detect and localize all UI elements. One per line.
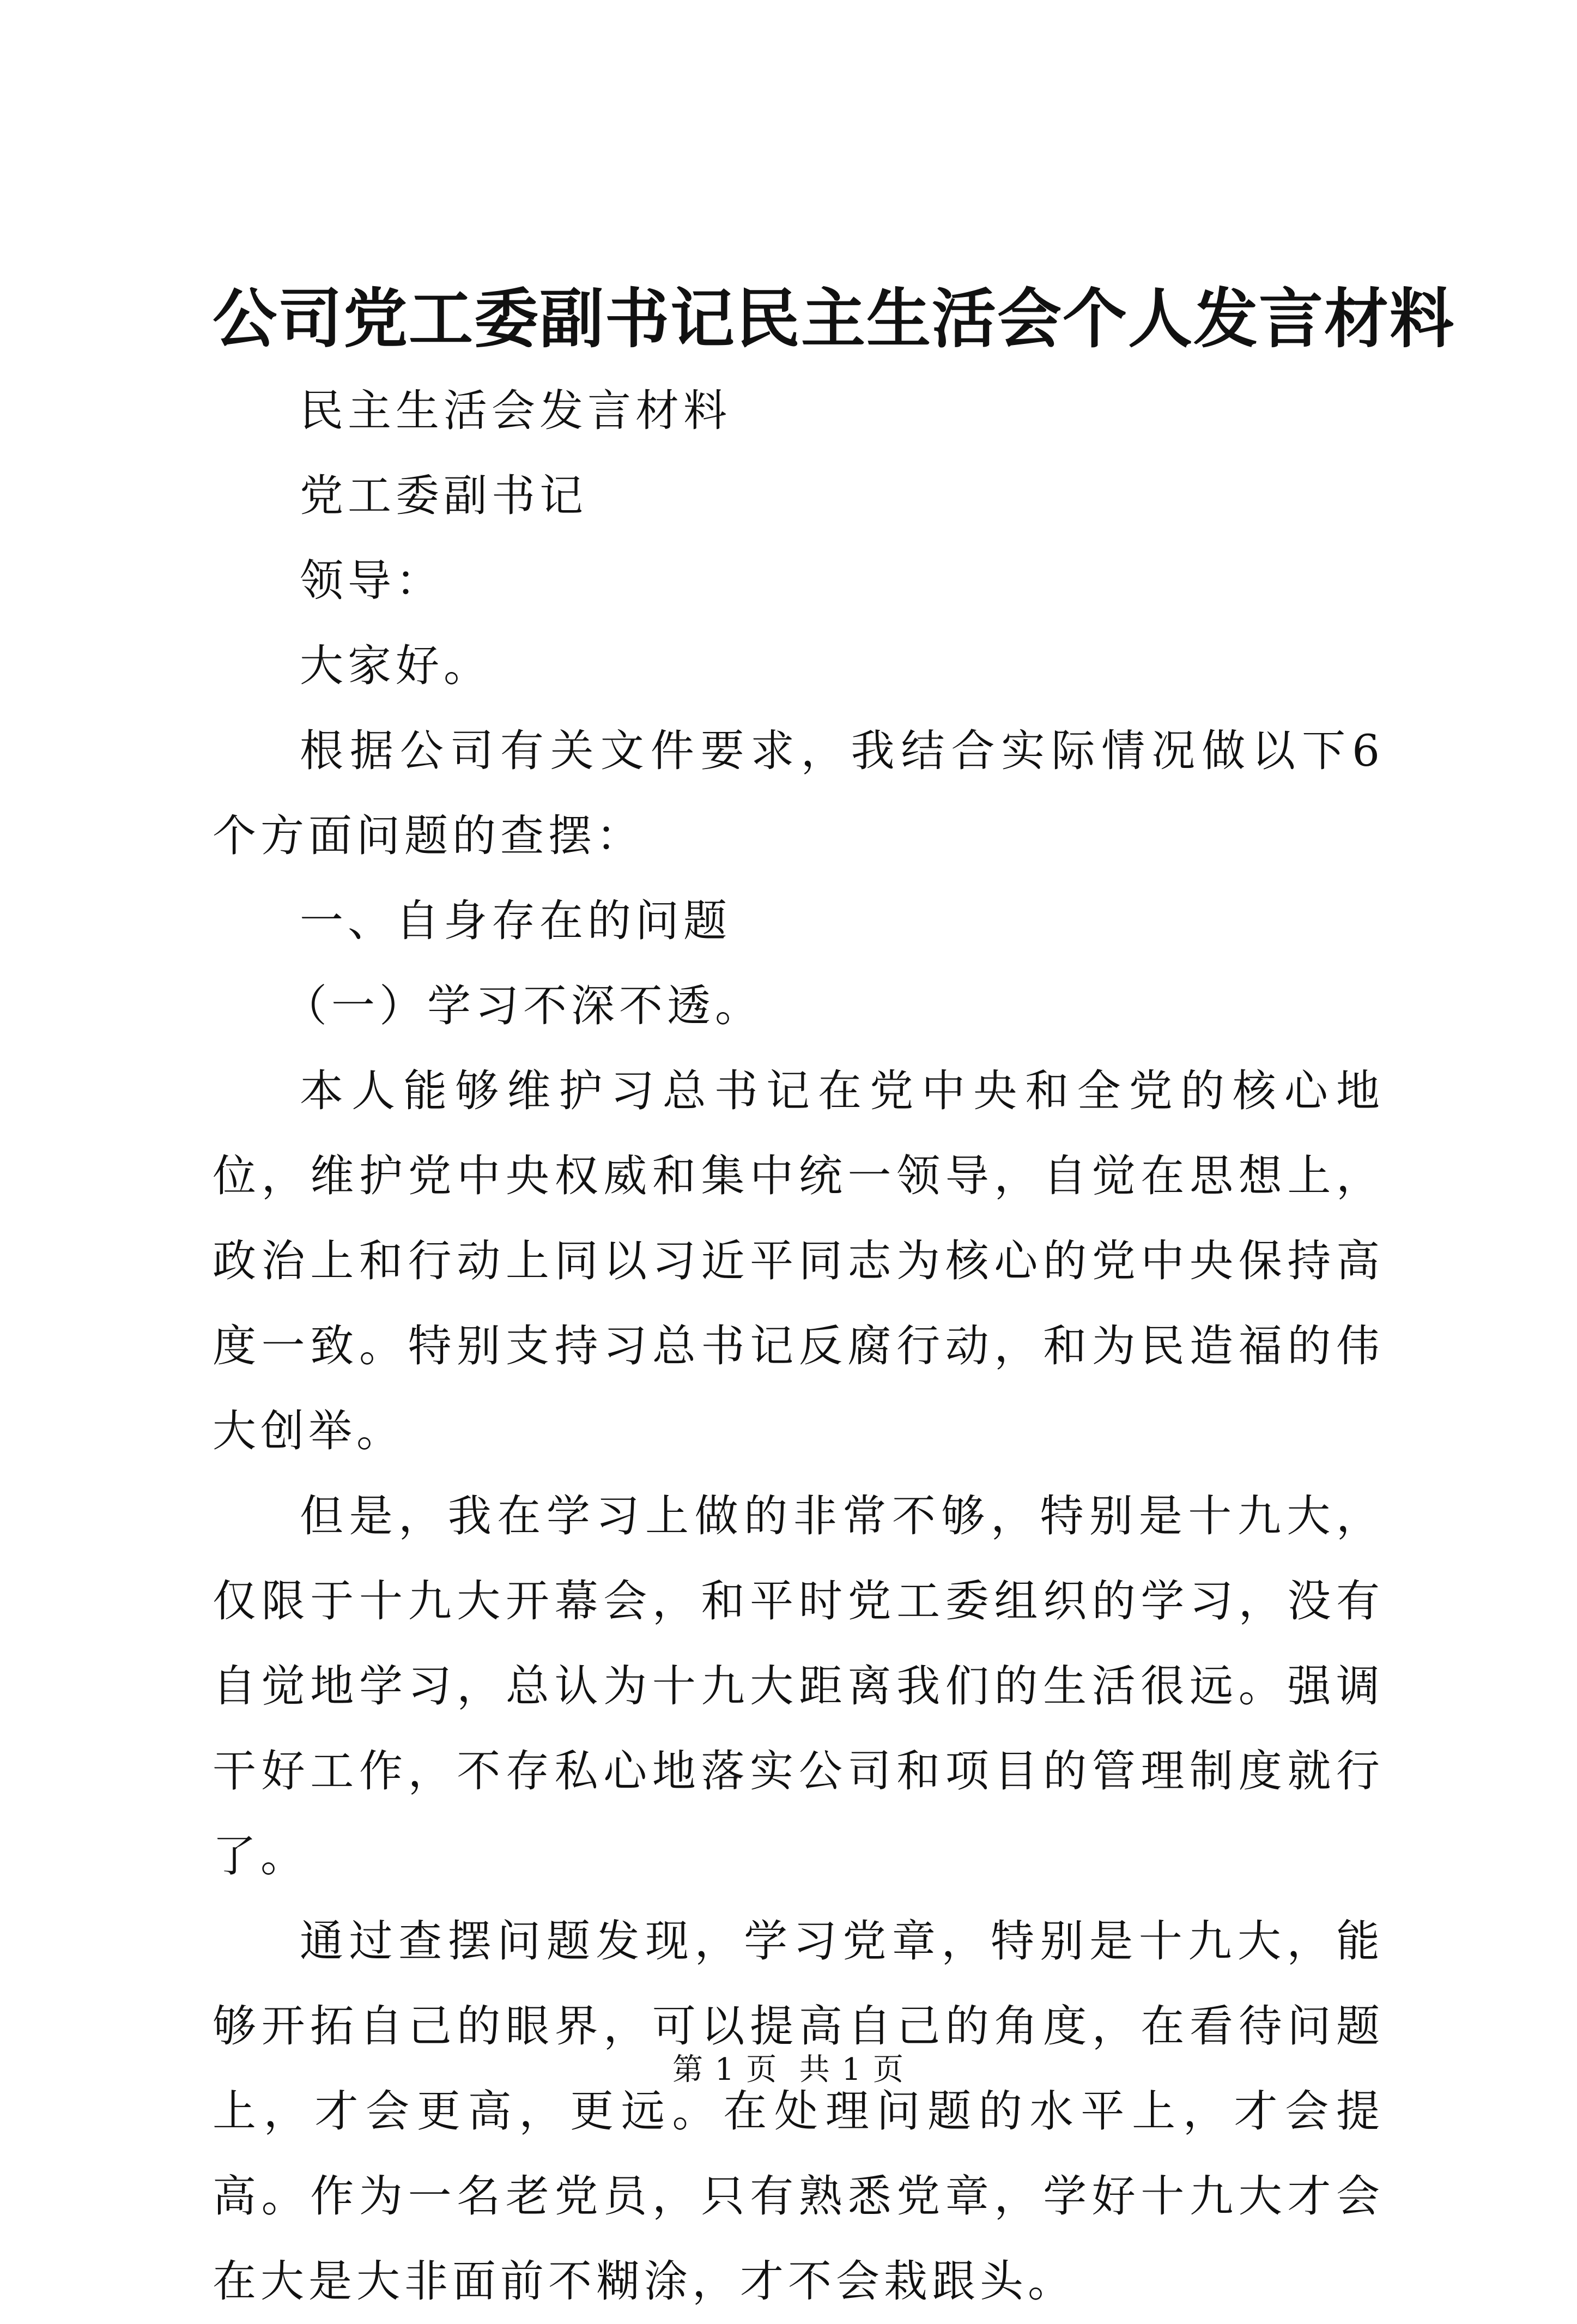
paragraph-intro: 根据公司有关文件要求，我结合实际情况做以下6个方面问题的查摆：	[213, 725, 1384, 861]
paragraph-body: 但是，我在学习上做的非常不够，特别是十九大，仅限于十九大开幕会，和平时党工委组织的学习，没有自觉地学习，总认为十九大距离我们的生活很远。强调干好工作，不存私心地落实公司和项目的管理制度就行了。	[213, 1491, 1384, 1881]
page-footer: 第 1 页 共 1 页	[672, 2052, 905, 2087]
paragraph-salutation: 领导：	[300, 555, 444, 606]
paragraph-subtitle: 民主生活会发言材料	[300, 385, 731, 436]
document-title: 公司党工委副书记民主生活会个人发言材料	[213, 281, 1455, 356]
subsection-heading: （一）学习不深不透。	[283, 981, 763, 1031]
paragraph-body: 本人能够维护习总书记在党中央和全党的核心地位，维护党中央权威和集中统一领导，自觉在思想上，政治上和行动上同以习近平同志为核心的党中央保持高度一致。特别支持习总书记反腐行动，和为民造福的伟大创举。	[213, 1066, 1384, 1456]
document-body	[213, 368, 1384, 2324]
paragraph-speaker-role: 党工委副书记	[300, 470, 587, 521]
paragraph-body: 通过查摆问题发现，学习党章，特别是十九大，能够开拓自己的眼界，可以提高自己的角度，在看待问题上，才会更高，更远。在处理问题的水平上，才会提高。作为一名老党员，只有熟悉党章，学好十九大才会在大是大非面前不糊涂，才不会栽跟头。	[213, 1916, 1384, 2307]
paragraph-greeting: 大家好。	[300, 640, 492, 691]
section-heading: 一、自身存在的问题	[300, 895, 731, 946]
